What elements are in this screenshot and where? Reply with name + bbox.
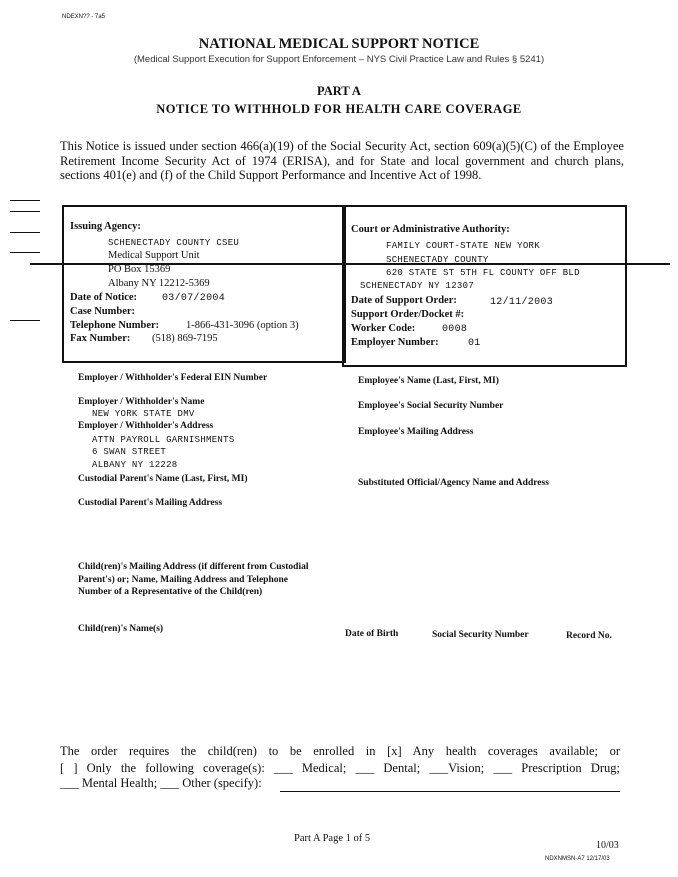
ein-label: Employer / Withholder's Federal EIN Number <box>78 373 268 383</box>
court-authority-label: Court or Administrative Authority: <box>351 224 510 235</box>
employee-ssn-label: Employee's Social Security Number <box>358 401 504 411</box>
docket-label: Support Order/Docket #: <box>351 309 465 320</box>
page-number: Part A Page 1 of 5 <box>294 833 371 844</box>
case-number-label: Case Number: <box>70 306 136 317</box>
child-address-label-2: Parent's) or; Name, Mailing Address and Telephone <box>78 575 288 585</box>
revision-date: 10/03 <box>596 840 619 851</box>
employee-name-label: Employee's Name (Last, First, MI) <box>358 376 499 386</box>
margin-tick <box>10 200 40 201</box>
issuing-agency-line-4: Albany NY 12212-5369 <box>108 278 210 289</box>
support-order-date-value: 12/11/2003 <box>490 297 554 308</box>
fax-label: Fax Number: <box>70 333 131 344</box>
child-ssn-label: Social Security Number <box>432 630 529 640</box>
document-title: NATIONAL MEDICAL SUPPORT NOTICE <box>198 36 480 52</box>
issuing-agency-label: Issuing Agency: <box>70 221 141 232</box>
worker-code-label: Worker Code: <box>351 323 416 334</box>
margin-tick <box>10 320 40 321</box>
form-code: NDEXN?? - 7a5 <box>62 14 106 20</box>
part-title: NOTICE TO WITHHOLD FOR HEALTH CARE COVERAGE <box>156 102 522 116</box>
withholder-address-line-1: ATTN PAYROLL GARNISHMENTS <box>92 435 235 445</box>
withholder-address-line-3: ALBANY NY 12228 <box>92 460 178 470</box>
issuing-agency-line-1: SCHENECTADY COUNTY CSEU <box>108 238 240 248</box>
form-id: NDXNMSN-A7 12/17/03 <box>545 856 610 862</box>
margin-tick <box>10 232 40 233</box>
telephone-value: 1-866-431-3096 (option 3) <box>186 320 299 331</box>
order-text-line-3: ___ Mental Health; ___ Other (specify): <box>60 776 262 790</box>
substituted-official-label: Substituted Official/Agency Name and Address <box>358 478 549 488</box>
margin-tick <box>10 211 40 212</box>
record-number-label: Record No. <box>566 631 612 641</box>
court-line-3: 620 STATE ST 5TH FL COUNTY OFF BLD <box>386 268 580 278</box>
child-address-label-3: Number of a Representative of the Child(ren) <box>78 587 263 597</box>
specify-line <box>280 791 620 792</box>
margin-tick <box>10 252 40 253</box>
date-of-notice-value: 03/07/2004 <box>162 293 226 304</box>
withholder-name-label: Employer / Withholder's Name <box>78 397 205 407</box>
telephone-label: Telephone Number: <box>70 320 160 331</box>
order-text-line-1: The order requires the child(ren) to be enrolled in [x] Any health coverages available; or <box>60 744 620 758</box>
date-of-notice-label: Date of Notice: <box>70 292 138 303</box>
issuing-agency-line-3: PO Box 15369 <box>108 264 171 275</box>
withholder-address-line-2: 6 SWAN STREET <box>92 447 167 457</box>
part-label: PART A <box>317 84 361 98</box>
support-order-date-label: Date of Support Order: <box>351 295 457 306</box>
document-subtitle: (Medical Support Execution for Support Enforcement – NYS Civil Practice Law and Rules § 5241) <box>133 54 545 65</box>
employer-number-label: Employer Number: <box>351 337 439 348</box>
withholder-address-label: Employer / Withholder's Address <box>78 421 214 431</box>
order-text-line-2: [ ] Only the following coverage(s): ___ Medical; ___ Dental; ___Vision; ___ Prescription Drug; <box>60 761 620 775</box>
withholder-name-value: NEW YORK STATE DMV <box>92 409 195 419</box>
issuing-agency-line-2: Medical Support Unit <box>108 250 200 261</box>
custodial-parent-address-label: Custodial Parent's Mailing Address <box>78 498 223 508</box>
intro-paragraph: This Notice is issued under section 466(a)(19) of the Social Security Act, section 609(a)(5)(C) of the Employee Retirement Income Security Act of 1974 (ERISA), and for State and local government and church plans, sections 401(e) and (f) of the Child Support Performance and Incentive Act of 1998. <box>60 139 624 182</box>
court-line-2: SCHENECTADY COUNTY <box>386 255 489 265</box>
date-of-birth-label: Date of Birth <box>345 629 399 639</box>
child-names-label: Child(ren)'s Name(s) <box>78 624 164 634</box>
court-line-1: FAMILY COURT-STATE NEW YORK <box>386 241 540 251</box>
employer-number-value: 01 <box>468 338 481 349</box>
child-address-label-1: Child(ren)'s Mailing Address (if different from Custodial <box>78 562 309 572</box>
worker-code-value: 0008 <box>442 324 468 335</box>
fax-value: (518) 869-7195 <box>152 333 218 344</box>
court-line-4: SCHENECTADY NY 12307 <box>360 281 475 291</box>
employee-address-label: Employee's Mailing Address <box>358 427 474 437</box>
custodial-parent-name-label: Custodial Parent's Name (Last, First, MI) <box>78 474 248 484</box>
